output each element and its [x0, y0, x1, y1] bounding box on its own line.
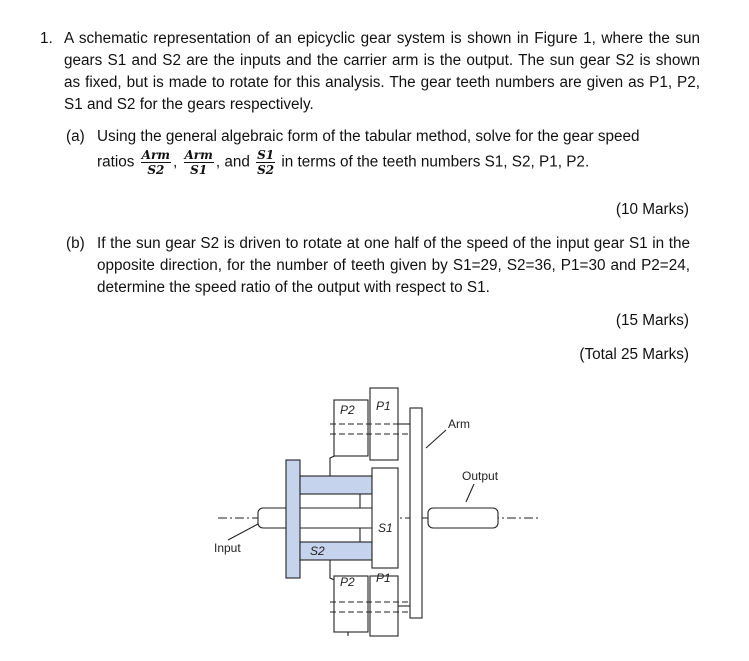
fraction-arm-s2 — [141, 148, 171, 177]
output-leader — [466, 484, 474, 502]
input-leader — [228, 524, 258, 540]
label-s1: S1 — [378, 521, 393, 535]
label-p1-bottom: P1 — [376, 571, 391, 585]
frac3-denominator: S2 — [257, 163, 275, 177]
fraction-s1-s2 — [256, 148, 275, 177]
frac1-denominator: S2 — [147, 163, 165, 177]
part-a-ratios-line: ratios $\frac{\text{Arm}}{S2}$ , $\frac{\text{Arm}}{S1}$ , and $\frac{S1}{S2}$ in terms of the teeth numbers S1, S2, P1, P2. — [97, 148, 590, 177]
label-p2-bottom: P2 — [340, 575, 355, 589]
frac2-denominator: S1 — [190, 163, 208, 177]
carrier-arm — [410, 408, 422, 618]
part-a-tail: in terms of the teeth numbers S1, S2, P1, P2. — [281, 153, 590, 171]
question-text: A schematic representation of an epicyclic gear system is shown in Figure 1, where the sun gears S1 and S2 are the inputs and the carrier arm is the output. The sun gear S2 is shown as fixed, but is made to rotate for this analysis. The gear teeth numbers are given as P1, P2, S1 and S2 for the gears respectively. — [64, 30, 700, 113]
s2-gear-upper-hub — [300, 476, 372, 494]
part-a-line1: Using the general algebraic form of the tabular method, solve for the gear speed — [97, 128, 640, 145]
frac1-numerator: Arm — [141, 148, 170, 162]
epicyclic-gear-figure — [200, 380, 540, 640]
part-b — [66, 233, 690, 299]
part-a-marks: (10 Marks) — [615, 201, 689, 218]
frac3-numerator: S1 — [257, 148, 275, 162]
input-shaft — [258, 508, 378, 528]
part-b-label: (b) — [66, 235, 85, 252]
question-1 — [40, 28, 700, 116]
label-input: Input — [214, 541, 241, 555]
part-b-text: If the sun gear S2 is driven to rotate at one half of the speed of the input gear S1 in the opposite direction, for the number of teeth given by S1=29, S2=36, P1=30 and P2=24, determine the speed ratio of the output with respect to S1. — [97, 235, 690, 296]
ratios-word: ratios — [97, 153, 135, 171]
output-shaft — [428, 508, 498, 528]
label-s2: S2 — [310, 544, 325, 558]
part-a — [66, 126, 690, 177]
and-word: , and — [215, 153, 250, 171]
label-arm: Arm — [448, 417, 470, 431]
label-output: Output — [462, 469, 499, 483]
fraction-arm-s1 — [184, 148, 214, 177]
question-number: 1. — [40, 30, 53, 47]
arm-leader — [426, 430, 446, 448]
s2-gear-plate — [286, 460, 300, 578]
label-p1-top: P1 — [376, 399, 391, 413]
part-a-text — [97, 126, 690, 177]
s1-gear — [372, 468, 398, 568]
p1-bottom-planet — [370, 576, 398, 636]
part-b-marks: (15 Marks) — [615, 312, 689, 329]
label-p2-top: P2 — [340, 403, 355, 417]
part-a-label: (a) — [66, 128, 85, 145]
frac2-numerator: Arm — [184, 148, 213, 162]
total-marks: (Total 25 Marks) — [579, 346, 689, 363]
figure-geometry — [218, 388, 538, 636]
